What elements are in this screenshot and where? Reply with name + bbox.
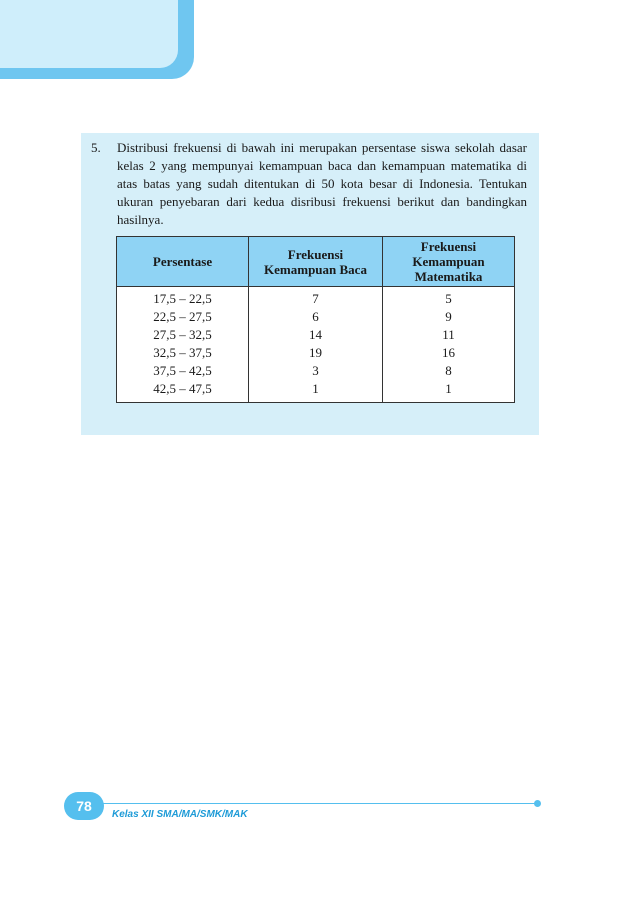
table-cell: 27,5 – 32,5 [153,327,212,342]
persentase-column [117,287,249,403]
table-cell: 8 [445,363,452,378]
footer-rule [95,803,537,804]
table-cell: 3 [312,363,319,378]
table-body-row [117,287,515,403]
footer-book-title: Kelas XII SMA/MA/SMK/MAK [112,809,248,820]
header-frekuensi-matematika: Frekuensi Kemampuan Matematika [383,237,515,287]
exercise-number: 5. [91,140,101,155]
baca-column [249,287,383,403]
table-cell: 14 [309,327,322,342]
header-persentase: Persentase [117,237,249,287]
corner-decoration-inner [0,0,178,68]
table-cell: 7 [312,291,319,306]
table-cell: 9 [445,309,452,324]
table-cell: 19 [309,345,322,360]
table-cell: 1 [312,381,319,396]
table-cell: 1 [445,381,452,396]
page-number: 78 [76,798,92,814]
table-cell: 22,5 – 27,5 [153,309,212,324]
exercise-text: Distribusi frekuensi di bawah ini merupakan persentase siswa sekolah dasar kelas 2 yang mempunyai kemampuan baca dan kemampuan matematika di atas batas yang sudah ditentukan di 50 kota besar di Indonesia. Tentukan ukuran penyebaran dari kedua disribusi frekuensi berikut dan bandingkan hasilnya. [117,140,527,227]
table-cell: 42,5 – 47,5 [153,381,212,396]
table-cell: 32,5 – 37,5 [153,345,212,360]
corner-decoration [0,0,194,79]
header-frekuensi-baca: Frekuensi Kemampuan Baca [249,237,383,287]
table-cell: 17,5 – 22,5 [153,291,212,306]
table-cell: 6 [312,309,319,324]
table-cell: 5 [445,291,452,306]
frequency-table [116,236,515,403]
table-cell: 37,5 – 42,5 [153,363,212,378]
table-cell: 16 [442,345,455,360]
footer-rule-dot [534,800,541,807]
table-cell: 11 [442,327,455,342]
table-header-row [117,237,515,287]
matematika-column [383,287,515,403]
